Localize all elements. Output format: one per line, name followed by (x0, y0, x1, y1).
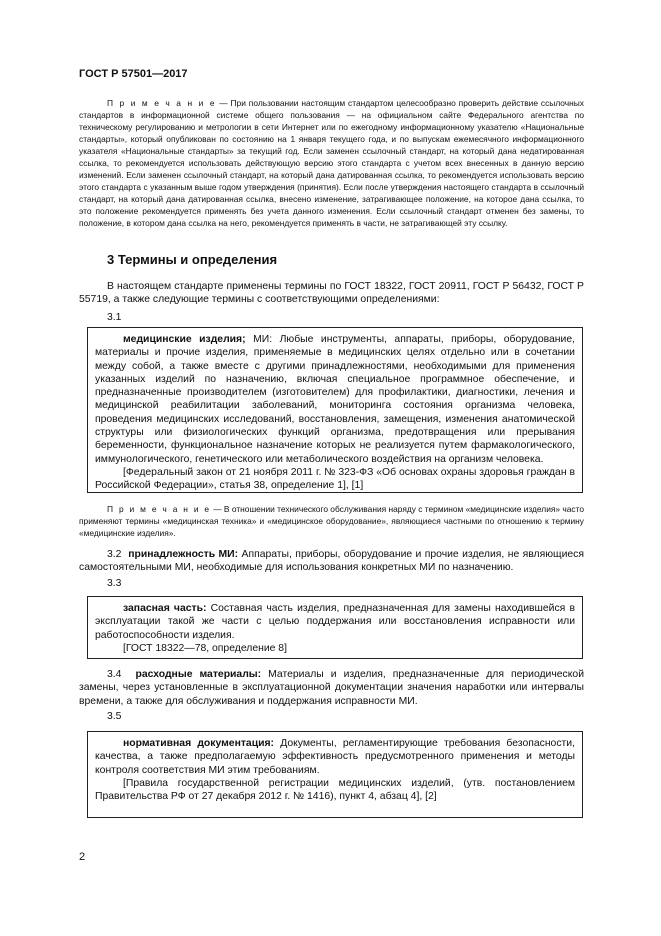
term-source: [Правила государственной регистрации медицинских изделий, (утв. постановлением Правительства РФ от 27 декабря 2012 г. № 1416), пункт 4, абзац 4], [2] (95, 777, 575, 803)
definition-text: МИ: Любые инструменты, аппараты, приборы, оборудование, материалы и прочие изделия, применяемые в медицинских целях отдельно или в сочетании между собой, а также вместе с другими принадлежностями, необходимыми для применения указанных изделий по назначению, включая специальное программное обеспечение, и предназначенные производителем (изготовителем) для профилактики, диагностики, лечения и медицинской реабилитации заболеваний, мониторинга состояния организма человека, проведения медицинских исследований, восстановления, замещения, изменения анатомической структуры или физиологических функций организма, предотвращения или прерывания беременности, функциональное назначение которых не реализуется путем фармакологического, иммунологического, генетического или метаболического воздействия на организм человека. (95, 334, 575, 465)
term-source: [ГОСТ 18322—78, определение 8] (123, 642, 287, 654)
term-note (79, 503, 584, 539)
term-box-3-3 (87, 596, 583, 659)
note-text: — При пользовании настоящим стандартом целесообразно проверить действие ссылочных стандартов в информационной системе общего пользования — на официальном сайте Федерального агентства по техническому регулированию и метрологии в сети Интернет или по ежегодному информационному указателю «Национальные стандарты», который опубликован по состоянию на 1 января текущего года, и по выпускам ежемесячного информационного указателя «Национальные стандарты» за текущий год. Если заменен ссылочный стандарт, на который дана недатированная ссылка, то рекомендуется использовать действующую версию этого стандарта с учетом всех внесенных в данную версию изменений. Если заменен ссылочный стандарт, на который дана датированная ссылка, то рекомендуется использовать версию этого стандарта с указанным выше годом утверждения (принятия). Если после утверждения настоящего стандарта в ссылочный стандарт, на который дана датированная ссылка, внесено изменение, затрагивающее положение, на которое дана ссылка, то это положение рекомендуется применять без учета данного изменения. Если ссылочный стандарт отменен без замены, то положение, в котором дана ссылка на него, рекомендуется применять в части, не затрагивающей эту ссылку. (79, 98, 584, 228)
term-3-2 (79, 548, 584, 575)
definition-text: Аппараты, приборы, оборудование и прочие изделия, не являющиеся самостоятельными МИ, необходимые для использования конкретных МИ по назначению. (79, 549, 584, 574)
term-name: расходные материалы: (135, 669, 262, 680)
term-number: 3.5 (107, 711, 122, 722)
note-label: П р и м е ч а н и е (107, 504, 211, 514)
term-definition (95, 602, 575, 642)
page-number: 2 (79, 851, 86, 863)
reference-note (79, 97, 584, 229)
section-intro: В настоящем стандарте применены термины по ГОСТ 18322, ГОСТ 20911, ГОСТ Р 56432, ГОСТ Р 55719, а также следующие термины с соответствующими определениями: (79, 281, 584, 306)
definition-text: Составная часть изделия, предназначенная для замены находившейся в эксплуатации такой же части с целью поддержания или восстановления исправности или работоспособности изделия. (95, 603, 575, 641)
definition-text: Материалы и изделия, предназначенные для периодической замены, через установленные в эксплуатационной документации значения наработки или интервалы времени, а также для обслуживания и поддержания исправности МИ. (79, 669, 584, 707)
term-box-3-1 (87, 327, 583, 493)
note-label: П р и м е ч а н и е (107, 98, 217, 108)
section-title: 3 Термины и определения (107, 252, 278, 267)
term-number: 3.3 (107, 578, 122, 589)
term-name: нормативная документация: (123, 738, 275, 749)
term-source: [Федеральный закон от 21 ноября 2011 г. № 323-ФЗ «Об основах охраны здоровья граждан в Российской Федерации», статья 38, определение 1], [1] (95, 466, 575, 492)
term-name: медицинские изделия; (123, 334, 246, 345)
definition-text: Документы, регламентирующие требования безопасности, качества, а также предполагаемую эффективность предусмотренного применения и методы контроля соответствия МИ этим требованиям. (95, 738, 575, 776)
term-number: 3.4 (107, 669, 122, 680)
document-header: ГОСТ Р 57501—2017 (79, 68, 188, 80)
term-number: 3.1 (107, 312, 122, 323)
term-number: 3.2 (107, 549, 122, 560)
note-text: — В отношении технического обслуживания наряду с термином «медицинские изделия» часто применяют термины «медицинская техника» и «медицинское оборудование», являющиеся частными по отношению к термину «медицинские изделия». (79, 504, 585, 538)
term-definition (95, 737, 575, 777)
term-name: принадлежность МИ: (128, 549, 239, 560)
term-3-4 (79, 668, 584, 708)
term-definition (95, 333, 575, 466)
term-name: запасная часть: (123, 603, 207, 614)
term-box-3-5 (87, 731, 583, 818)
